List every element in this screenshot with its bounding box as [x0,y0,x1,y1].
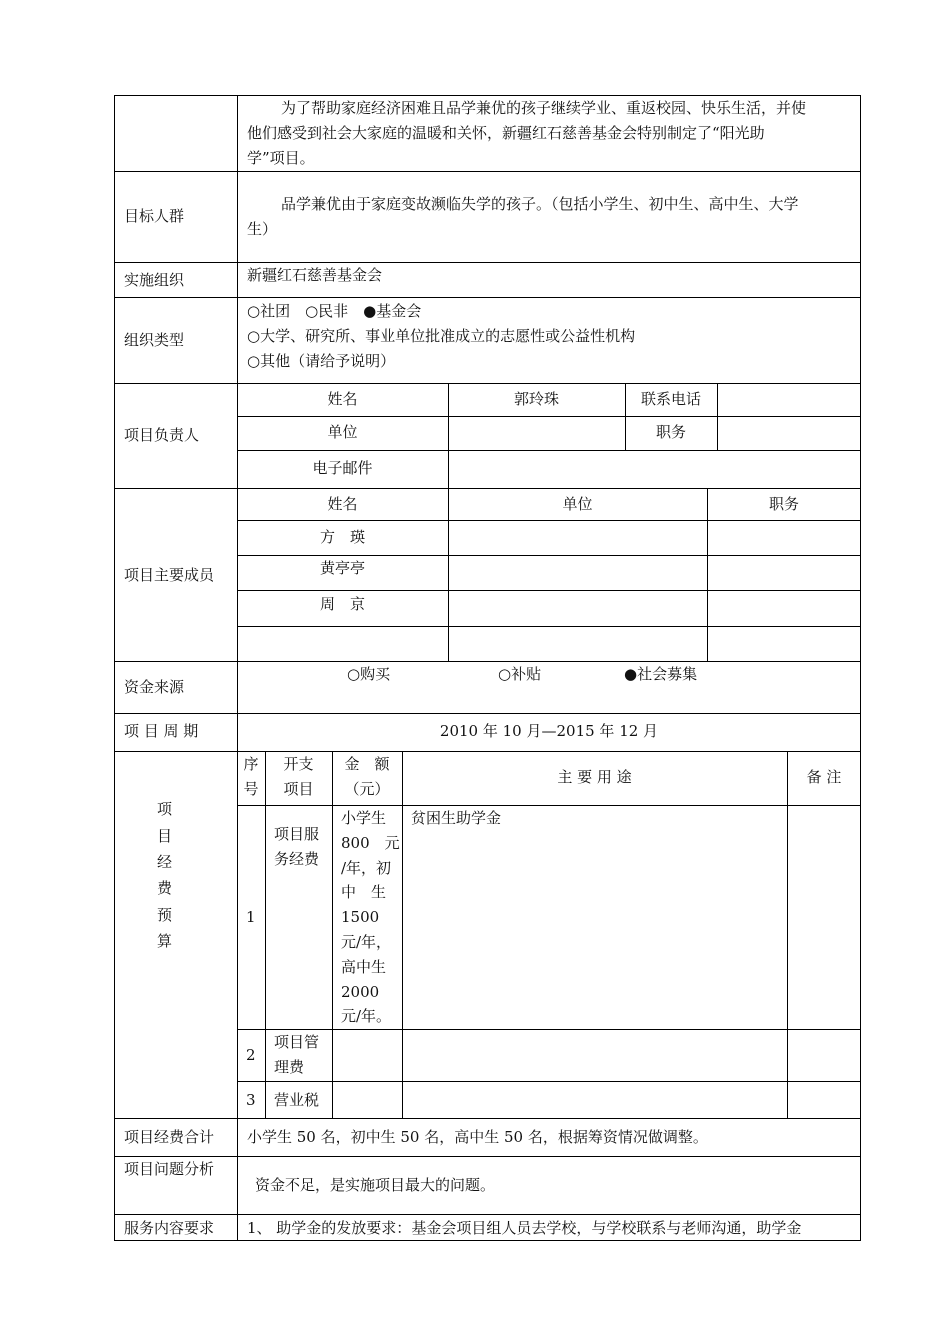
budget-header-item: 开支 [283,755,314,773]
leader-email-label: 电子邮件 [312,459,373,477]
budget-label-char: 经 [157,853,173,871]
row-divider [114,1214,861,1215]
leader-name-value: 郭玲珠 [513,390,559,408]
target-line-2: 生） [247,220,278,238]
row-divider [237,416,861,417]
row-divider [237,805,861,806]
budget-row-amount: 元/年， [341,933,392,951]
budget-label-char: 目 [157,827,173,845]
budget-row-amount: 1500 [341,908,380,926]
orgtype-options-3: ○其他（请给予说明） [247,352,396,370]
budget-header-use: 主 要 用 途 [557,768,632,786]
row-divider [114,488,861,489]
budget-header-amount: （元） [344,780,390,798]
budget-row-item: 营业税 [274,1091,320,1109]
column-divider [332,751,333,1118]
row-divider [114,1118,861,1119]
orgtype-options-1: ○社团 ○民非 ●基金会 [247,302,422,320]
budget-row-seq: 2 [246,1046,256,1064]
budget-label-char: 算 [157,932,173,950]
target-label: 目标人群 [124,207,185,225]
funding-option-donation: ●社会募集 [624,665,698,683]
row-divider [114,1156,861,1157]
row-divider [237,1081,861,1082]
row-divider [114,751,861,752]
row-divider [237,1029,861,1030]
intro-line-1: 为了帮助家庭经济困难且品学兼优的孩子继续学业、重返校园、快乐生活，并使 [281,99,807,117]
members-header-name: 姓名 [327,495,358,513]
budget-row-amount: 2000 [341,983,380,1001]
leader-label: 项目负责人 [124,426,200,444]
budget-row-amount: 800 元 [341,834,400,852]
row-divider [114,713,861,714]
budget-header-note: 备 注 [806,768,842,786]
column-divider [265,751,266,1118]
leader-duty-label: 职务 [655,423,686,441]
leader-name-label: 姓名 [327,390,358,408]
funding-label: 资金来源 [124,678,185,696]
column-divider [717,383,718,450]
column-divider [787,751,788,1118]
members-header-unit: 单位 [562,495,593,513]
member-name: 黄亭亭 [319,559,365,577]
orgtype-options-2: ○大学、研究所、事业单位批准成立的志愿性或公益性机构 [247,327,636,345]
budget-header-seq: 号 [243,780,259,798]
intro-line-3: 学”项目。 [247,149,315,167]
row-divider [237,590,861,591]
service-label: 服务内容要求 [124,1219,215,1237]
budget-header-amount: 金 额 [344,755,390,773]
period-value: 2010 年 10 月—2015 年 12 月 [439,722,659,740]
row-divider [114,661,861,662]
budget-row-amount: 中 生 [341,883,387,901]
intro-line-2: 他们感受到社会大家庭的温暖和关怀，新疆红石慈善基金会特别制定了“阳光助 [247,124,765,142]
row-divider [114,297,861,298]
budget-row-amount: 元/年。 [341,1007,392,1025]
org-value: 新疆红石慈善基金会 [247,266,383,284]
budget-row-amount: /年，初 [341,859,392,877]
row-divider [237,450,861,451]
funding-option-purchase: ○购买 [347,665,391,683]
member-name: 方 瑛 [319,528,365,546]
column-divider [402,751,403,1118]
column-divider [237,95,238,1241]
funding-option-subsidy: ○补贴 [498,665,542,683]
budget-row-amount: 小学生 [341,809,387,827]
budget-row-item: 项目管 [274,1033,320,1051]
orgtype-label: 组织类型 [124,331,185,349]
total-value: 小学生 50 名，初中生 50 名，高中生 50 名，根据筹资情况做调整。 [247,1128,708,1146]
service-value: 1、 助学金的发放要求：基金会项目组人员去学校，与学校联系与老师沟通，助学金 [247,1219,802,1237]
org-label: 实施组织 [124,271,185,289]
row-divider [237,520,861,521]
row-divider [114,171,861,172]
budget-row-seq: 1 [246,908,256,926]
member-name: 周 京 [319,595,365,613]
problem-value: 资金不足，是实施项目最大的问题。 [255,1176,496,1194]
budget-header-item: 项目 [283,780,314,798]
row-divider [114,383,861,384]
budget-header-seq: 序 [243,755,259,773]
leader-phone-label: 联系电话 [640,390,701,408]
members-label: 项目主要成员 [124,566,215,584]
budget-label-char: 项 [157,800,173,818]
budget-label-char: 费 [157,879,173,897]
leader-unit-label: 单位 [327,423,358,441]
budget-row-seq: 3 [246,1091,256,1109]
target-line-1: 品学兼优由于家庭变故濒临失学的孩子。（包括小学生、初中生、高中生、大学 [281,195,799,213]
budget-row-amount: 高中生 [341,958,387,976]
row-divider [114,262,861,263]
budget-row-item: 项目服 [274,825,320,843]
budget-label-char: 预 [157,906,173,924]
members-header-duty: 职务 [768,495,799,513]
form-table [114,95,861,1241]
problem-label: 项目问题分析 [124,1160,215,1178]
budget-row-item: 务经费 [274,850,320,868]
period-label: 项 目 周 期 [124,722,199,740]
row-divider [237,626,861,627]
total-label: 项目经费合计 [124,1128,215,1146]
budget-row-item: 理费 [274,1058,305,1076]
budget-row-use: 贫困生助学金 [411,809,502,827]
